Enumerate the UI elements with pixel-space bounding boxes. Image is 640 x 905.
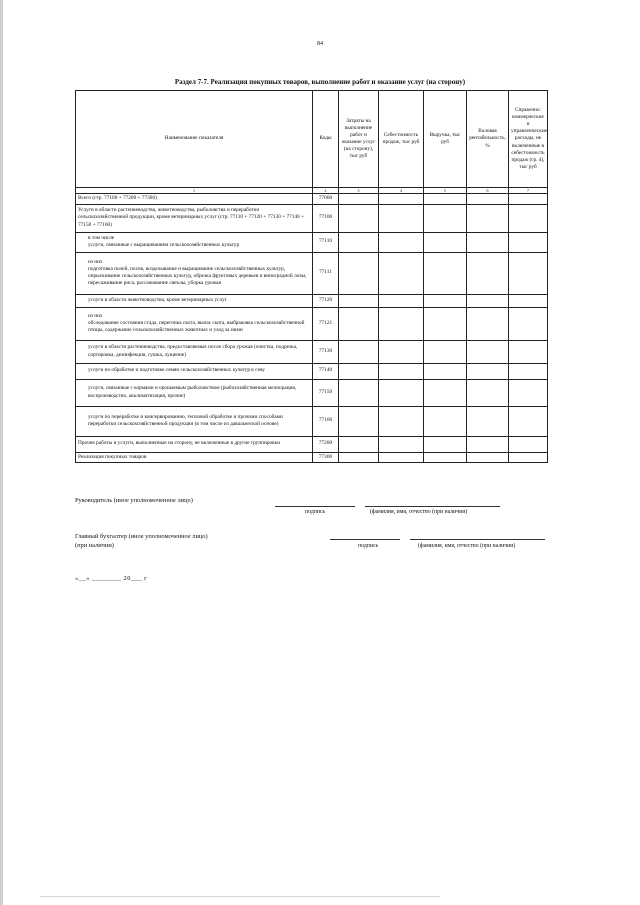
- table-row: [76, 194, 548, 204]
- section-title: Раздел 7-7. Реализация покупных товаров, выполнение работ и оказание услуг (на сторону): [174, 78, 466, 86]
- input-cell[interactable]: [424, 340, 467, 363]
- input-cell[interactable]: [424, 363, 467, 379]
- date-line[interactable]: «__» ________ 20___ г: [75, 575, 148, 582]
- row-code: 77140: [313, 363, 339, 379]
- manager-name-caption: (фамилия, имя, отчество (при наличии): [370, 509, 468, 515]
- input-cell[interactable]: [467, 252, 509, 294]
- input-cell[interactable]: [509, 252, 548, 294]
- manager-signature-line[interactable]: [275, 506, 355, 507]
- table-row: [76, 204, 548, 232]
- manager-label: Руководитель (иное уполномоченное лицо): [75, 497, 193, 504]
- input-cell[interactable]: [467, 436, 509, 452]
- accountant-signature-line[interactable]: [330, 539, 400, 540]
- row-name: услуги, связанные с кормами и орошаемым рыболовством (рыбохозяйственная мелиорация, воспроизводство, акклиматизация, прочие): [76, 379, 313, 406]
- table-row: [76, 406, 548, 436]
- row-code: 77120: [313, 294, 339, 307]
- row-name: услуги в области животноводства, кроме ветеринарных услуг: [76, 294, 313, 307]
- page-number: 84: [317, 41, 323, 47]
- input-cell[interactable]: [379, 406, 424, 436]
- row-name: услуги по обработке и подготовке семян сельскохозяйственных культур к севу: [76, 363, 313, 379]
- input-cell[interactable]: [424, 204, 467, 232]
- row-code: 77160: [313, 406, 339, 436]
- input-cell[interactable]: [509, 406, 548, 436]
- input-cell[interactable]: [509, 294, 548, 307]
- input-cell[interactable]: [339, 194, 379, 204]
- column-header-name: Наименование показателя: [76, 91, 313, 188]
- table-row: [76, 379, 548, 406]
- report-table: [75, 90, 548, 463]
- row-code: 77200: [313, 436, 339, 452]
- input-cell[interactable]: [339, 232, 379, 252]
- input-cell[interactable]: [379, 340, 424, 363]
- table-row: [76, 363, 548, 379]
- column-header-profitability: Валовая рентабельность, %: [467, 91, 509, 188]
- input-cell[interactable]: [467, 379, 509, 406]
- input-cell[interactable]: [467, 204, 509, 232]
- row-code: 77121: [313, 307, 339, 340]
- input-cell[interactable]: [509, 194, 548, 204]
- row-name: Прочие работы и услуги, выполненные на сторону, не включенные в другие группировки: [76, 436, 313, 452]
- column-number: 6: [467, 188, 509, 194]
- column-header-revenue: Выручка, тыс руб: [424, 91, 467, 188]
- accountant-label: Главный бухгалтер (иное уполномоченное лицо): [75, 533, 208, 540]
- input-cell[interactable]: [339, 252, 379, 294]
- accountant-name-caption: (фамилия, имя, отчество (при наличии): [418, 543, 516, 549]
- input-cell[interactable]: [509, 340, 548, 363]
- input-cell[interactable]: [339, 406, 379, 436]
- input-cell[interactable]: [509, 436, 548, 452]
- input-cell[interactable]: [467, 363, 509, 379]
- row-name: подготовка полей, посев, возделывание и выращивание сельскохозяйственных культур, опрыскивание сельскохозяйственных культур, обрезка фруктовых деревьев и виноградной лозы, пересаживание риса, рассаживание свеклы, уборка урожая: [88, 265, 307, 287]
- input-cell[interactable]: [509, 363, 548, 379]
- manager-name-line[interactable]: [365, 506, 500, 507]
- input-cell[interactable]: [467, 194, 509, 204]
- row-name: услуги в области растениеводства, предоставляемые после сбора урожая (очистка, подрезка, сортировка, дезинфекция, сушка, лущение): [76, 340, 313, 363]
- input-cell[interactable]: [467, 307, 509, 340]
- input-cell[interactable]: [424, 452, 467, 462]
- input-cell[interactable]: [509, 232, 548, 252]
- row-code: 77110: [313, 232, 339, 252]
- input-cell[interactable]: [379, 232, 424, 252]
- input-cell[interactable]: [339, 363, 379, 379]
- input-cell[interactable]: [339, 452, 379, 462]
- input-cell[interactable]: [379, 307, 424, 340]
- input-cell[interactable]: [424, 406, 467, 436]
- column-header-code: Коды: [313, 91, 339, 188]
- input-cell[interactable]: [339, 379, 379, 406]
- table-row: [76, 252, 548, 294]
- input-cell[interactable]: [424, 436, 467, 452]
- scan-edge-bottom: [40, 896, 440, 897]
- column-number: 2: [313, 188, 339, 194]
- row-name: Услуги в области растениеводства, животноводства, рыболовства и переработки сельскохозяйственной продукции, кроме ветеринарных услуг (стр. 77110 + 77120 + 77130 + 77140 + 77150 + 77160): [76, 204, 313, 232]
- input-cell[interactable]: [424, 194, 467, 204]
- input-cell[interactable]: [424, 307, 467, 340]
- input-cell[interactable]: [339, 294, 379, 307]
- row-name: Реализация покупных товаров: [76, 452, 313, 462]
- scan-edge-left: [0, 0, 3, 905]
- input-cell[interactable]: [424, 294, 467, 307]
- row-name: услуги, связанные с выращиванием сельскохозяйственных культур: [88, 242, 240, 249]
- row-name-cell: [76, 252, 313, 294]
- table-row: [76, 294, 548, 307]
- input-cell[interactable]: [339, 340, 379, 363]
- column-number: 5: [424, 188, 467, 194]
- input-cell[interactable]: [379, 379, 424, 406]
- manager-signature-caption: подпись: [305, 509, 326, 515]
- row-name: услуги по переработке и консервированию, тепловой обработке и прочими способами переработки сельскохозяйственной продукции (в том числе из давальческой основе): [76, 406, 313, 436]
- input-cell[interactable]: [467, 294, 509, 307]
- input-cell[interactable]: [379, 194, 424, 204]
- row-code: 77100: [313, 204, 339, 232]
- input-cell[interactable]: [467, 452, 509, 462]
- column-header-cost-of-sales: Себестоимость продаж, тыс руб: [379, 91, 424, 188]
- row-code: 77130: [313, 340, 339, 363]
- input-cell[interactable]: [379, 252, 424, 294]
- input-cell[interactable]: [379, 294, 424, 307]
- input-cell[interactable]: [424, 252, 467, 294]
- input-cell[interactable]: [509, 379, 548, 406]
- accountant-name-line[interactable]: [410, 539, 545, 540]
- input-cell[interactable]: [467, 232, 509, 252]
- input-cell[interactable]: [379, 436, 424, 452]
- input-cell[interactable]: [424, 379, 467, 406]
- input-cell[interactable]: [339, 307, 379, 340]
- row-prefix: в том числе: [88, 234, 115, 241]
- row-code: 77300: [313, 452, 339, 462]
- input-cell[interactable]: [339, 436, 379, 452]
- input-cell[interactable]: [424, 232, 467, 252]
- row-name-cell: [76, 232, 313, 252]
- column-header-costs: Затраты на выполнение работ и оказание услуг (на сторону), тыс руб: [339, 91, 379, 188]
- header-row: [76, 91, 548, 188]
- row-prefix: из них: [88, 258, 103, 265]
- row-name: обследование состояния стада, перегонка скота, выпас скота, выбраковка сельскохозяйственной птицы, содержание сельскохозяйственных животных и уход за ними: [88, 319, 305, 334]
- input-cell[interactable]: [379, 204, 424, 232]
- input-cell[interactable]: [509, 452, 548, 462]
- row-name-cell: [76, 307, 313, 340]
- table-row: [76, 340, 548, 363]
- accountant-label-line2: (при наличии): [75, 542, 114, 549]
- table-row: [76, 307, 548, 340]
- column-number: 3: [339, 188, 379, 194]
- input-cell[interactable]: [467, 340, 509, 363]
- input-cell[interactable]: [467, 406, 509, 436]
- table-row: [76, 232, 548, 252]
- column-header-reference-expenses: Справочно: коммерческие и управленческие расходы, не включенные в себестоимость продаж (гр. 4), тыс руб: [509, 91, 548, 188]
- input-cell[interactable]: [509, 204, 548, 232]
- row-prefix: из них: [88, 312, 103, 319]
- column-number: 4: [379, 188, 424, 194]
- row-code: 77150: [313, 379, 339, 406]
- row-code: 77111: [313, 252, 339, 294]
- table-row: [76, 436, 548, 452]
- input-cell[interactable]: [379, 452, 424, 462]
- column-number: 7: [509, 188, 548, 194]
- accountant-signature-caption: подпись: [358, 543, 379, 549]
- input-cell[interactable]: [339, 204, 379, 232]
- row-code: 77000: [313, 194, 339, 204]
- table-row: [76, 452, 548, 462]
- input-cell[interactable]: [509, 307, 548, 340]
- input-cell[interactable]: [379, 363, 424, 379]
- column-number: 1: [76, 188, 313, 194]
- row-name: Всего (стр. 77100 + 77200 + 77300): [76, 194, 313, 204]
